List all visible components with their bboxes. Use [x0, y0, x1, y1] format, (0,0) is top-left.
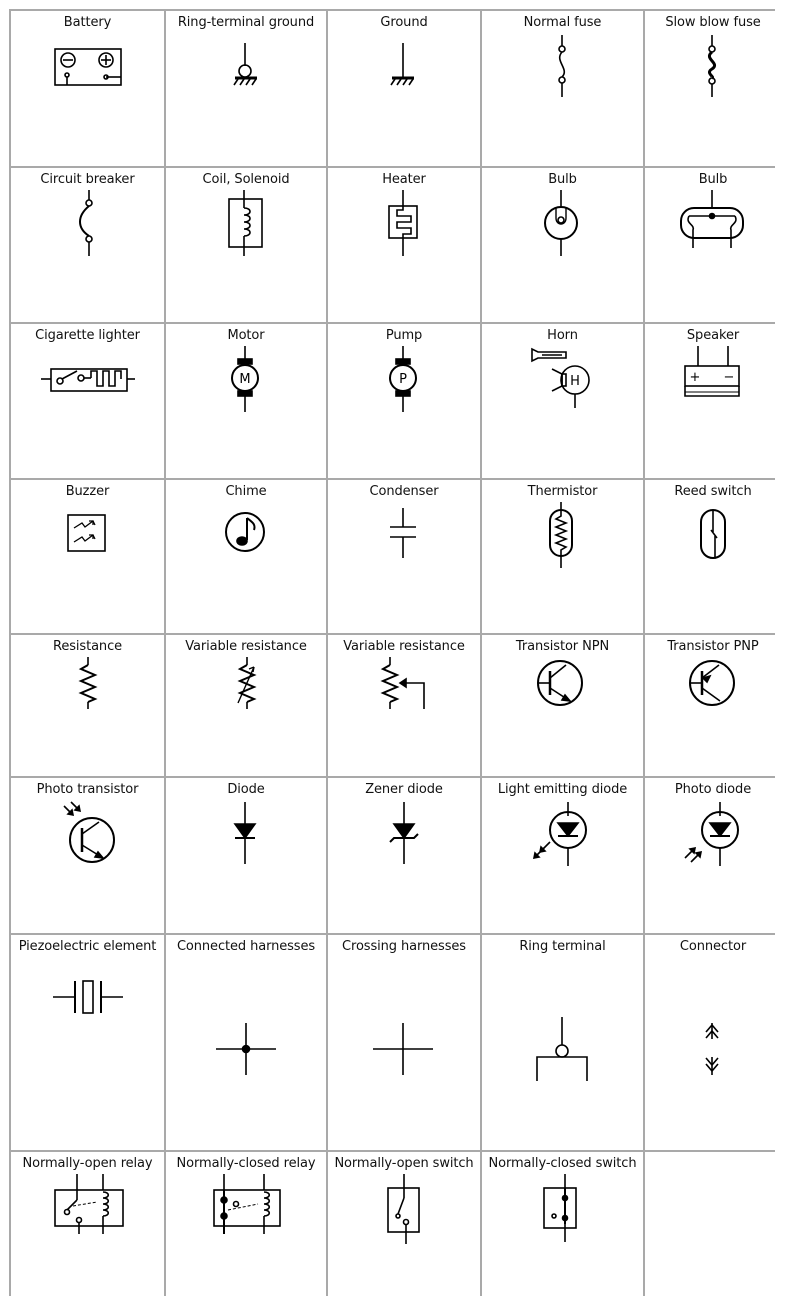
normally-open-switch-icon — [328, 1152, 480, 1307]
label-battery: Battery — [63, 15, 112, 30]
cell-heater — [328, 168, 480, 322]
label-connector: Connector — [679, 939, 747, 954]
label-photo-diode: Photo diode — [674, 782, 752, 797]
cell-zener-diode — [328, 778, 480, 933]
label-resistance: Resistance — [52, 639, 123, 654]
motor-symbol-text: M — [239, 372, 251, 387]
cell-speaker — [645, 324, 781, 478]
cell-circuit-breaker — [11, 168, 164, 322]
cell-photo-transistor — [11, 778, 164, 933]
normally-closed-relay-icon — [166, 1152, 326, 1307]
label-photo-transistor: Photo transistor — [36, 782, 139, 797]
label-ground: Ground — [380, 15, 428, 30]
transistor-pnp-icon — [645, 635, 781, 776]
slow-blow-fuse-icon — [645, 11, 781, 166]
pump-symbol-text: P — [399, 372, 407, 387]
label-reed-switch: Reed switch — [674, 484, 752, 499]
cell-slow-blow-fuse — [645, 11, 781, 166]
horn-symbol-text: H — [570, 374, 580, 389]
label-normal-fuse: Normal fuse — [523, 15, 602, 30]
label-motor: Motor — [227, 328, 265, 343]
label-circuit-breaker: Circuit breaker — [40, 172, 135, 187]
label-diode: Diode — [227, 782, 265, 797]
label-condenser: Condenser — [369, 484, 439, 499]
circuit-breaker-icon — [11, 168, 164, 322]
cell-normally-open-switch — [328, 1152, 480, 1307]
ring-terminal-icon — [482, 935, 643, 1150]
cell-ground — [328, 11, 480, 166]
label-connected-harnesses: Connected harnesses — [176, 939, 316, 954]
label-buzzer: Buzzer — [65, 484, 110, 499]
cell-connector — [645, 935, 781, 1150]
coil-solenoid-icon — [166, 168, 326, 322]
symbol-table — [9, 9, 775, 1296]
bulb-dual-filament-icon — [645, 168, 781, 322]
cell-resistance — [11, 635, 164, 776]
cell-normally-closed-relay — [166, 1152, 326, 1307]
label-speaker: Speaker — [686, 328, 740, 343]
label-transistor-pnp: Transistor PNP — [667, 639, 759, 654]
label-ring-terminal: Ring terminal — [519, 939, 606, 954]
piezoelectric-icon — [11, 935, 164, 1150]
normal-fuse-icon — [482, 11, 643, 166]
label-variable-resistance-tap: Variable resistance — [343, 639, 465, 654]
label-bulb: Bulb — [548, 172, 577, 187]
diode-icon — [166, 778, 326, 933]
motor-icon — [166, 324, 326, 478]
label-normally-closed-relay: Normally-closed relay — [176, 1156, 316, 1171]
cell-photo-diode — [645, 778, 781, 933]
cigarette-lighter-icon — [11, 324, 164, 478]
cell-connected-harnesses — [166, 935, 326, 1150]
cell-diode — [166, 778, 326, 933]
cell-horn — [482, 324, 643, 478]
cell-variable-resistance-tap — [328, 635, 480, 776]
label-piezoelectric: Piezoelectric element — [18, 939, 157, 954]
pump-icon — [328, 324, 480, 478]
cell-ring-terminal — [482, 935, 643, 1150]
reed-switch-icon — [645, 480, 781, 633]
bulb-icon — [482, 168, 643, 322]
variable-resistance-icon — [166, 635, 326, 776]
label-cigarette-lighter: Cigarette lighter — [35, 328, 140, 343]
label-variable-resistance: Variable resistance — [185, 639, 307, 654]
label-slow-blow-fuse: Slow blow fuse — [665, 15, 761, 30]
thermistor-icon — [482, 480, 643, 633]
normally-open-relay-icon — [11, 1152, 164, 1307]
photo-diode-icon — [645, 778, 781, 933]
heater-icon — [328, 168, 480, 322]
label-ring-terminal-ground: Ring-terminal ground — [177, 15, 315, 30]
label-normally-open-relay: Normally-open relay — [22, 1156, 153, 1171]
cell-reed-switch — [645, 480, 781, 633]
cell-transistor-pnp — [645, 635, 781, 776]
normally-closed-switch-icon — [482, 1152, 643, 1307]
connected-harnesses-icon — [166, 935, 326, 1150]
cell-motor — [166, 324, 326, 478]
cell-bulb — [482, 168, 643, 322]
horn-icon — [482, 324, 643, 478]
cell-normally-open-relay — [11, 1152, 164, 1307]
label-heater: Heater — [382, 172, 426, 187]
transistor-npn-icon — [482, 635, 643, 776]
cell-normal-fuse — [482, 11, 643, 166]
led-icon — [482, 778, 643, 933]
label-bulb-dual: Bulb — [698, 172, 728, 187]
label-transistor-npn: Transistor NPN — [515, 639, 610, 654]
label-zener-diode: Zener diode — [365, 782, 443, 797]
cell-battery — [11, 11, 164, 166]
photo-transistor-icon — [11, 778, 164, 933]
cell-crossing-harnesses — [328, 935, 480, 1150]
label-led: Light emitting diode — [497, 782, 628, 797]
cell-cigarette-lighter — [11, 324, 164, 478]
cell-condenser — [328, 480, 480, 633]
cell-coil-solenoid — [166, 168, 326, 322]
speaker-plus-text: + — [689, 370, 701, 385]
cell-piezoelectric — [11, 935, 164, 1150]
cell-buzzer — [11, 480, 164, 633]
cell-thermistor — [482, 480, 643, 633]
cell-pump — [328, 324, 480, 478]
label-thermistor: Thermistor — [527, 484, 598, 499]
resistance-icon — [11, 635, 164, 776]
cell-transistor-npn — [482, 635, 643, 776]
label-normally-open-switch: Normally-open switch — [334, 1156, 474, 1171]
cell-variable-resistance — [166, 635, 326, 776]
battery-icon — [11, 11, 164, 166]
cell-normally-closed-switch — [482, 1152, 643, 1307]
label-coil-solenoid: Coil, Solenoid — [202, 172, 290, 187]
condenser-icon — [328, 480, 480, 633]
connector-icon — [645, 935, 781, 1150]
crossing-harnesses-icon — [328, 935, 480, 1150]
label-chime: Chime — [225, 484, 267, 499]
label-normally-closed-switch: Normally-closed switch — [488, 1156, 637, 1171]
cell-empty — [645, 1152, 781, 1307]
ring-terminal-ground-icon — [166, 11, 326, 166]
ground-icon — [328, 11, 480, 166]
chime-icon — [166, 480, 326, 633]
speaker-minus-text: − — [723, 370, 735, 385]
label-horn: Horn — [547, 328, 578, 343]
speaker-icon — [645, 324, 781, 478]
zener-diode-icon — [328, 778, 480, 933]
cell-ring-terminal-ground — [166, 11, 326, 166]
label-crossing-harnesses: Crossing harnesses — [342, 939, 466, 954]
label-pump: Pump — [385, 328, 423, 343]
variable-resistance-tap-icon — [328, 635, 480, 776]
cell-led — [482, 778, 643, 933]
cell-bulb-dual — [645, 168, 781, 322]
cell-chime — [166, 480, 326, 633]
buzzer-icon — [11, 480, 164, 633]
